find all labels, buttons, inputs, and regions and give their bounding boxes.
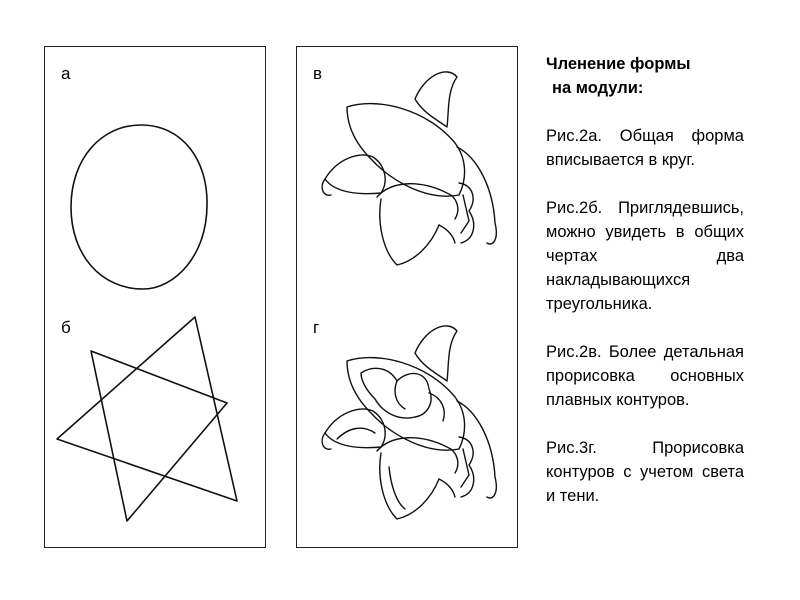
caption-fig-3g: Рис.3г. Прорисовка контуров с учетом света и тени. (546, 439, 744, 505)
flower-sketch-detailed (322, 326, 496, 519)
figure-panel-left (44, 46, 266, 548)
sketch-drawings-left (45, 47, 265, 547)
section-heading-line2: на модули: (552, 79, 644, 97)
figure-panel-right (296, 46, 518, 548)
figure-label-g: г (313, 318, 320, 337)
sketch-drawings-right (297, 47, 517, 547)
description-column (546, 52, 744, 508)
triangle-sketch-2 (91, 351, 227, 521)
triangle-sketch-1 (57, 317, 237, 501)
section-heading (546, 52, 744, 100)
caption-fig-2b: Рис.2б. Приглядевшись, можно увидеть в общих чертах два накладывающихся треугольника. (546, 199, 744, 313)
caption-fig-2a: Рис.2а. Общая форма вписывается в круг. (546, 127, 744, 169)
figure-label-v: в (313, 64, 323, 83)
flower-sketch-outline (322, 72, 496, 265)
circle-sketch (71, 125, 207, 289)
figure-label-b: б (61, 318, 71, 337)
caption-fig-2v: Рис.2в. Более детальная прорисовка основных плавных контуров. (546, 343, 744, 409)
section-heading-line1: Членение формы (546, 55, 691, 73)
figure-label-a: а (61, 64, 71, 83)
